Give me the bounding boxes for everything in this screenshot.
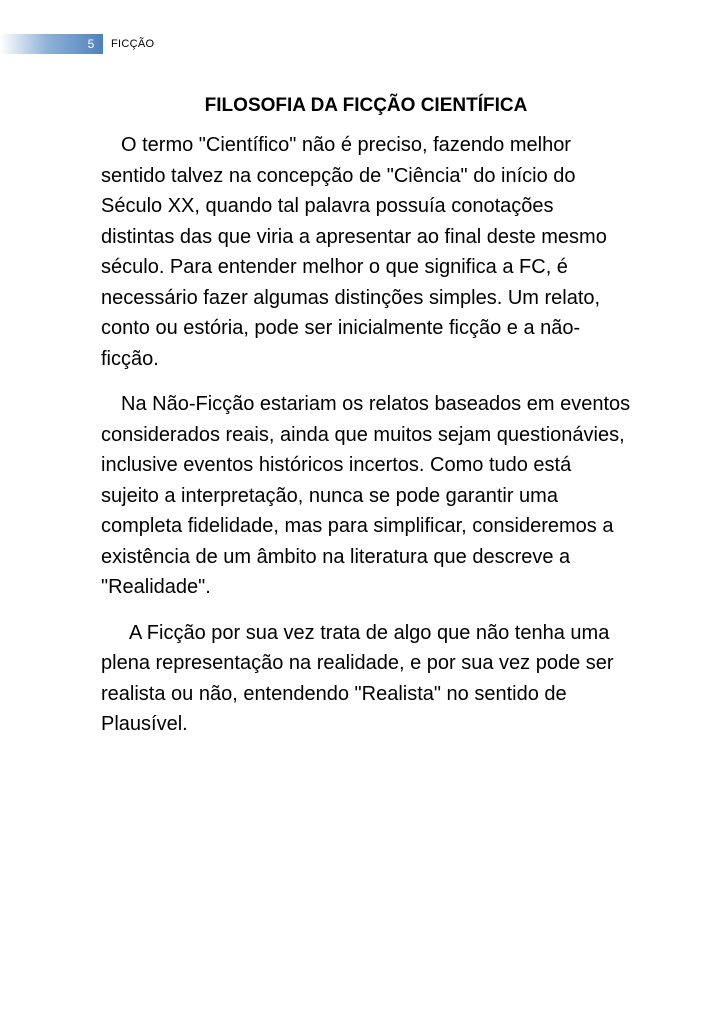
document-body (101, 92, 631, 755)
running-header-title: FICÇÃO (111, 38, 155, 50)
document-title: FILOSOFIA DA FICÇÃO CIENTÍFICA (204, 95, 528, 116)
paragraph-1: O termo "Científico" não é preciso, fazendo melhor sentido talvez na concepção de "Ciência" do início do Século XX, quando tal palavra possuía conotações distintas das que viria a apresentar ao final deste mesmo século. Para entender melhor o que significa a FC, é necessário fazer algumas distinções simples. Um relato, conto ou estória, pode ser inicialmente ficção e a não-ficção. (101, 134, 607, 370)
page-number: 5 (87, 37, 95, 51)
paragraph-3: A Ficção por sua vez trata de algo que não tenha uma plena representação na realidade, e por sua vez pode ser realista ou não, entendendo "Realista" no sentido de Plausível. (101, 621, 614, 735)
paragraph-2: Na Não-Ficção estariam os relatos baseados em eventos considerados reais, ainda que muitos sejam questionávies, inclusive eventos históricos incertos. Como tudo está sujeito a interpretação, nunca se pode garantir uma completa fidelidade, mas para simplificar, consideremos a existência de um âmbito na literatura que descreve a "Realidade". (101, 393, 631, 598)
